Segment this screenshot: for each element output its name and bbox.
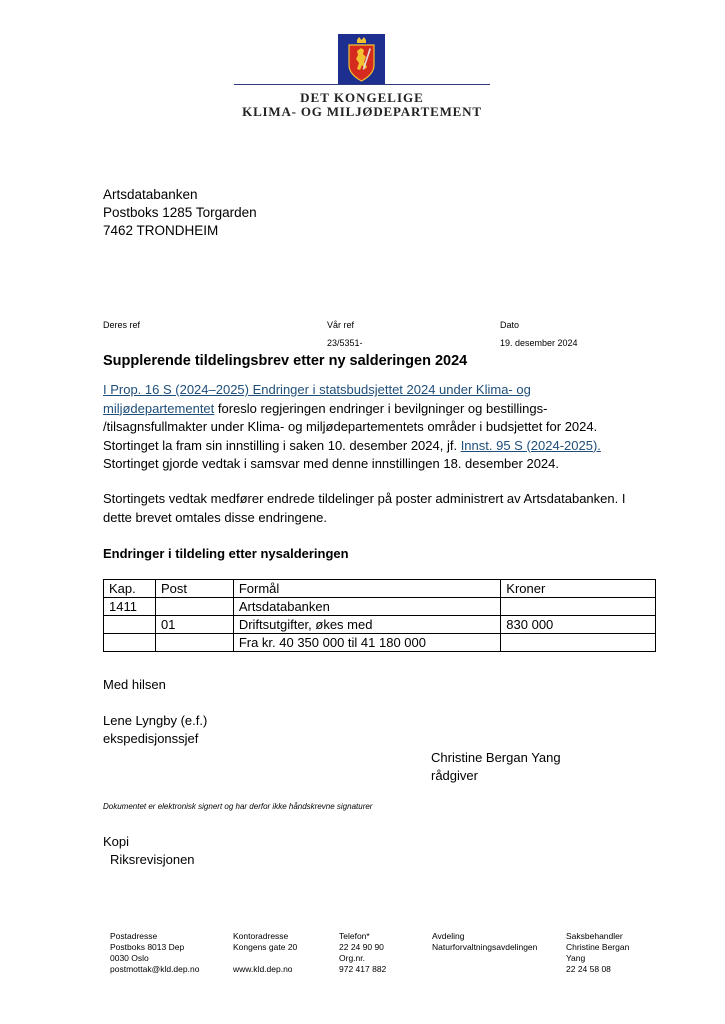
ministry-line1: DET KONGELIGE xyxy=(300,90,424,105)
footer-website: www.kld.dep.no xyxy=(233,964,293,974)
footer-phone xyxy=(339,931,386,975)
header-post: Post xyxy=(155,580,233,598)
header-formal: Formål xyxy=(233,580,500,598)
footer-phone-number: 22 24 90 90 xyxy=(339,942,384,952)
cell-post xyxy=(155,634,233,652)
signer2-name: Christine Bergan Yang xyxy=(431,750,561,765)
innst-95s-link[interactable]: Innst. 95 S (2024-2025). xyxy=(460,437,601,453)
signer2-title: rådgiver xyxy=(431,768,478,783)
signature-note: Dokumentet er elektronisk signert og har derfor ikke håndskrevne signaturer xyxy=(103,802,373,811)
recipient-name: Artsdatabanken xyxy=(103,187,198,202)
footer-office-street: Kongens gate 20 xyxy=(233,942,298,952)
footer-orgnr-value: 972 417 882 xyxy=(339,964,387,974)
footer-department-label: Avdeling xyxy=(432,931,465,941)
header-kap: Kap. xyxy=(104,580,156,598)
cell-kap: 1411 xyxy=(104,598,156,616)
cell-formal: Artsdatabanken xyxy=(233,598,500,616)
cell-kroner xyxy=(501,634,656,652)
cell-kroner xyxy=(501,598,656,616)
footer-email: postmottak@kld.dep.no xyxy=(110,964,200,974)
cell-post: 01 xyxy=(155,616,233,634)
table-row xyxy=(104,634,656,652)
cell-formal: Driftsutgifter, økes med xyxy=(233,616,500,634)
footer-orgnr-label: Org.nr. xyxy=(339,953,365,963)
table-heading: Endringer i tildeling etter nysalderingen xyxy=(103,546,349,561)
footer-caseworker-name2: Yang xyxy=(566,953,586,963)
header-kroner: Kroner xyxy=(501,580,656,598)
deres-ref-label: Deres ref xyxy=(103,320,141,330)
footer-postal-label: Postadresse xyxy=(110,931,158,941)
footer-department xyxy=(432,931,537,953)
footer-office xyxy=(233,931,297,975)
footer-phone-label: Telefon* xyxy=(339,931,370,941)
cell-kap xyxy=(104,616,156,634)
para1-line5: Stortinget gjorde vedtak i samsvar med denne innstillingen 18. desember 2024. xyxy=(103,456,559,471)
footer-postal xyxy=(110,931,199,975)
footer-caseworker-name1: Christine Bergan xyxy=(566,942,630,952)
footer-caseworker xyxy=(566,931,629,975)
footer-caseworker-phone: 22 24 58 08 xyxy=(566,964,611,974)
dato-value: 19. desember 2024 xyxy=(500,338,578,348)
cell-post xyxy=(155,598,233,616)
letter-title: Supplerende tildelingsbrev etter ny salderingen 2024 xyxy=(103,353,468,369)
footer-postal-city: 0030 Oslo xyxy=(110,953,149,963)
ministry-line2: KLIMA- OG MILJØDEPARTEMENT xyxy=(242,104,482,119)
footer-office-blank xyxy=(233,953,297,964)
cell-formal: Fra kr. 40 350 000 til 41 180 000 xyxy=(233,634,500,652)
paragraph-intro xyxy=(103,381,653,474)
paragraph-decision xyxy=(103,490,653,527)
para1-line3: /tilsagnsfullmakter under Klima- og miljødepartementets områder i budsjettet for 2024. xyxy=(103,419,598,434)
norwegian-coat-of-arms-logo xyxy=(338,34,385,84)
para2-line1: Stortingets vedtak medfører endrede tildelinger på poster administrert av Artsdatabanken. I xyxy=(103,491,626,506)
para1-text2: Stortinget la fram sin innstilling i saken 10. desember 2024, jf. xyxy=(103,437,461,453)
table-header-row xyxy=(104,580,656,598)
recipient-postal: 7462 TRONDHEIM xyxy=(103,223,219,238)
footer-postal-box: Postboks 8013 Dep xyxy=(110,942,185,952)
signer1-name: Lene Lyngby (e.f.) xyxy=(103,713,208,728)
var-ref-label: Vår ref xyxy=(327,320,355,330)
signer1-title: ekspedisjonssjef xyxy=(103,731,199,746)
table-row xyxy=(104,616,656,634)
para1-text1: foreslo regjeringen endringer i bevilgninger og bestillings- xyxy=(214,400,548,416)
cell-kap xyxy=(104,634,156,652)
footer-office-label: Kontoradresse xyxy=(233,931,289,941)
prop-16s-link[interactable]: I Prop. 16 S (2024–2025) Endringer i statsbudsjettet 2024 under Klima- og xyxy=(103,382,531,397)
dato-label: Dato xyxy=(500,320,520,330)
cell-kroner: 830 000 xyxy=(501,616,656,634)
letterhead-divider xyxy=(234,84,490,85)
footer-department-value: Naturforvaltningsavdelingen xyxy=(432,942,538,952)
allocation-table xyxy=(103,579,656,652)
var-ref-value: 23/5351- xyxy=(327,338,363,348)
para2-line2: dette brevet omtales disse endringene. xyxy=(103,509,328,525)
prop-16s-link-cont[interactable]: miljødepartementet xyxy=(103,400,215,416)
table-row xyxy=(104,598,656,616)
copy-recipient: Riksrevisjonen xyxy=(110,852,195,867)
recipient-address xyxy=(103,186,257,240)
footer-caseworker-label: Saksbehandler xyxy=(566,931,623,941)
copy-label: Kopi xyxy=(103,834,130,849)
greeting: Med hilsen xyxy=(103,677,166,692)
recipient-street: Postboks 1285 Torgarden xyxy=(103,205,257,220)
